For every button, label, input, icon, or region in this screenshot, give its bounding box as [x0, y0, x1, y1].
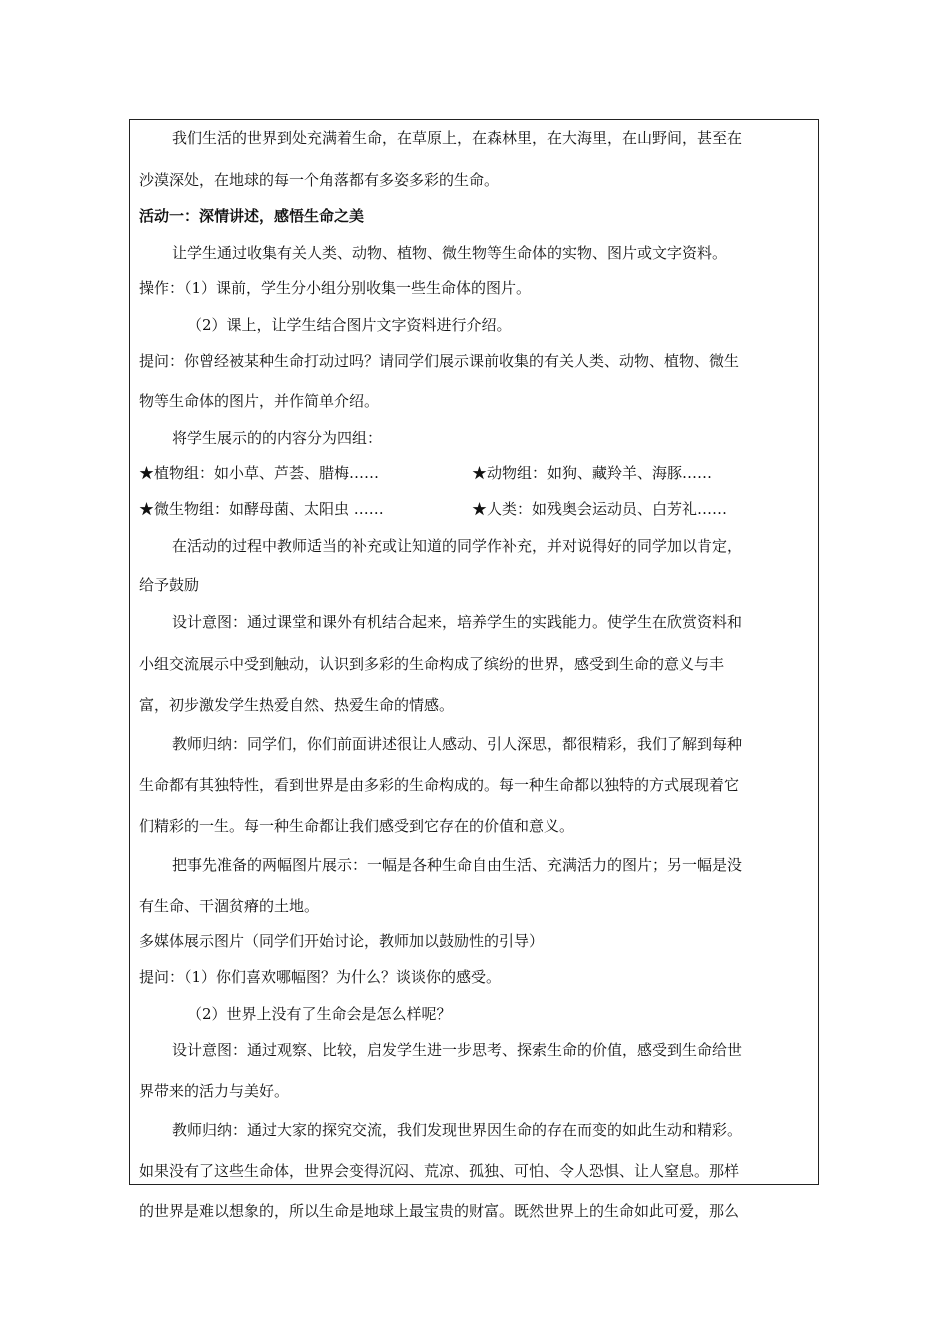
paragraph-line: 有生命、干涸贫瘠的土地。	[139, 897, 320, 915]
paragraph-line: （2）课上，让学生结合图片文字资料进行介绍。	[187, 316, 512, 334]
paragraph-line: 将学生展示的的内容分为四组：	[172, 429, 383, 447]
paragraph-line: 在活动的过程中教师适当的补充或让知道的同学作补充，并对说得好的同学加以肯定，	[172, 537, 743, 555]
paragraph-line: 教师归纳：同学们，你们前面讲述很让人感动、引人深思，都很精彩，我们了解到每种	[172, 735, 743, 753]
paragraph-line: 给予鼓励	[139, 576, 200, 594]
paragraph-line: 们精彩的一生。每一种生命都让我们感受到它存在的价值和意义。	[139, 817, 575, 835]
group-item-animals: ★动物组：如狗、藏羚羊、海豚……	[472, 464, 713, 482]
paragraph-line: 提问：你曾经被某种生命打动过吗？请同学们展示课前收集的有关人类、动物、植物、微生	[139, 352, 740, 370]
content-table-cell	[129, 119, 819, 1220]
paragraph-line: 操作：（1）课前，学生分小组分别收集一些生命体的图片。	[139, 279, 532, 297]
paragraph-line: 的世界是难以想象的，所以生命是地球上最宝贵的财富。既然世界上的生命如此可爱，那么	[139, 1202, 740, 1220]
group-item-microbes: ★微生物组：如酵母菌、太阳虫 ……	[139, 500, 384, 518]
section-heading: 活动一：深情讲述，感悟生命之美	[139, 207, 365, 225]
paragraph-line: 富，初步激发学生热爱自然、热爱生命的情感。	[139, 696, 455, 714]
group-item-plants: ★植物组：如小草、芦荟、腊梅……	[139, 464, 380, 482]
paragraph-line: 让学生通过收集有关人类、动物、植物、微生物等生命体的实物、图片或文字资料。	[172, 244, 728, 262]
paragraph-line: 教师归纳：通过大家的探究交流，我们发现世界因生命的存在而变的如此生动和精彩。	[172, 1121, 743, 1139]
paragraph-line: （2）世界上没有了生命会是怎么样呢？	[187, 1005, 452, 1023]
paragraph-line: 界带来的活力与美好。	[139, 1082, 290, 1100]
paragraph-line: 设计意图：通过课堂和课外有机结合起来，培养学生的实践能力。使学生在欣赏资料和	[172, 613, 743, 631]
paragraph-line: 我们生活的世界到处充满着生命，在草原上，在森林里，在大海里，在山野间，甚至在	[172, 129, 743, 147]
paragraph-line: 如果没有了这些生命体，世界会变得沉闷、荒凉、孤独、可怕、令人恐惧、让人窒息。那样	[139, 1162, 740, 1180]
paragraph-line: 小组交流展示中受到触动，认识到多彩的生命构成了缤纷的世界，感受到生命的意义与丰	[139, 655, 725, 673]
paragraph-line: 把事先准备的两幅图片展示：一幅是各种生命自由生活、充满活力的图片；另一幅是没	[172, 856, 743, 874]
paragraph-line: 设计意图：通过观察、比较，启发学生进一步思考、探索生命的价值，感受到生命给世	[172, 1041, 743, 1059]
paragraph-line: 生命都有其独特性，看到世界是由多彩的生命构成的。每一种生命都以独特的方式展现着它	[139, 776, 740, 794]
paragraph-line: 多媒体展示图片（同学们开始讨论，教师加以鼓励性的引导）	[139, 932, 545, 950]
paragraph-line: 物等生命体的图片，并作简单介绍。	[139, 392, 380, 410]
paragraph-line: 沙漠深处，在地球的每一个角落都有多姿多彩的生命。	[139, 171, 500, 189]
paragraph-line: 提问：（1）你们喜欢哪幅图？为什么？谈谈你的感受。	[139, 968, 502, 986]
group-item-humans: ★人类：如残奥会运动员、白芳礼……	[472, 500, 728, 518]
